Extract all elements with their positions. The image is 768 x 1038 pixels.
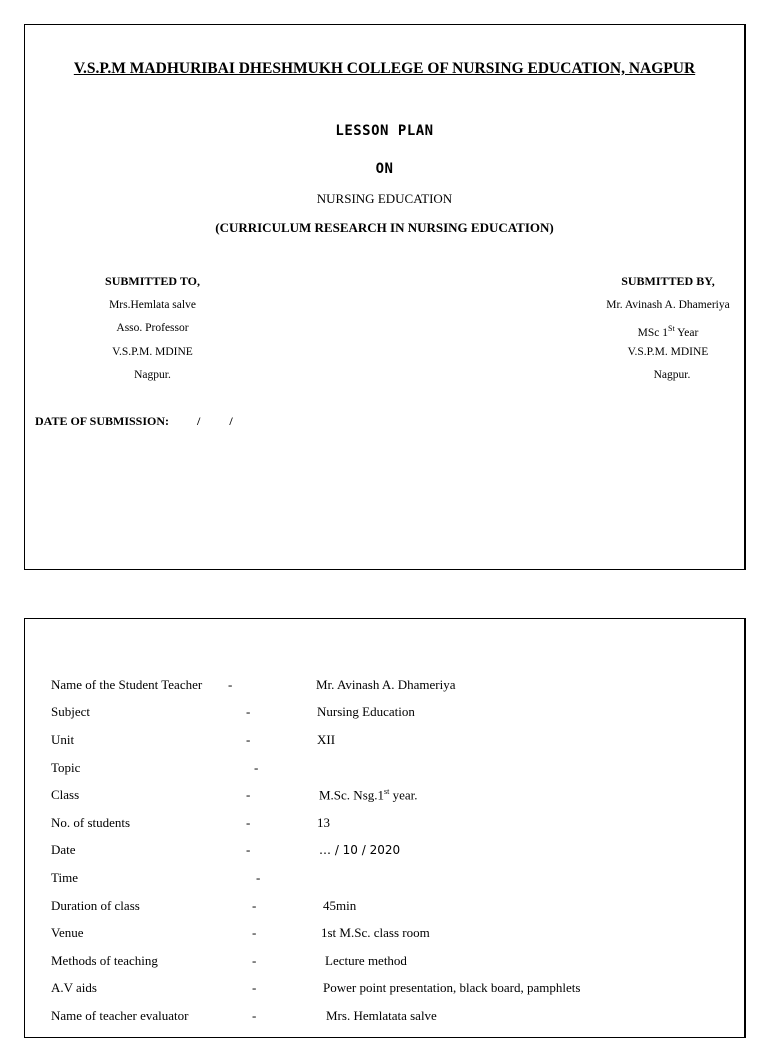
date-of-submission: [35, 414, 233, 429]
detail-separator: -: [246, 731, 251, 747]
submitted-to-institute: V.S.P.M. MDINE: [112, 345, 193, 358]
detail-label: Methods of teaching: [51, 952, 158, 968]
cover-page: [24, 24, 746, 570]
submitted-by-heading: SUBMITTED BY,: [621, 274, 715, 288]
detail-row: [45, 837, 580, 865]
submitted-to-designation: Asso. Professor: [116, 322, 189, 334]
detail-separator: -: [246, 787, 251, 803]
submitted-by-course: MSc 1St Year: [637, 324, 699, 339]
detail-label: Subject: [51, 704, 90, 720]
submitted-to-heading: SUBMITTED TO,: [105, 274, 200, 288]
detail-row: [45, 726, 580, 754]
detail-label: Class: [51, 787, 80, 803]
detail-value: Mrs. Hemlatata salve: [326, 1007, 437, 1023]
detail-separator: -: [252, 1007, 257, 1023]
date-slash: /: [197, 414, 201, 428]
submitted-to-city: Nagpur.: [134, 369, 171, 381]
detail-label: Topic: [51, 759, 81, 775]
detail-value: [316, 754, 580, 782]
detail-separator: -: [246, 814, 251, 830]
detail-row: [45, 699, 580, 727]
subject-title: NURSING EDUCATION: [316, 191, 453, 206]
detail-separator: -: [256, 869, 261, 885]
detail-separator: -: [246, 704, 251, 720]
detail-row: [45, 671, 580, 699]
detail-row: [45, 947, 580, 975]
details-page: [24, 618, 746, 1038]
detail-value: 1st M.Sc. class room: [321, 925, 430, 941]
detail-separator: -: [254, 759, 259, 775]
detail-label: Name of teacher evaluator: [51, 1007, 189, 1023]
detail-row: [45, 781, 580, 809]
submitted-to-block: [65, 270, 240, 388]
detail-row: [45, 919, 580, 947]
lesson-details-table: [45, 671, 580, 1030]
detail-value: Mr. Avinash A. Dhameriya: [316, 676, 456, 692]
college-name: V.S.P.M MADHURIBAI DHESHMUKH COLLEGE OF NURSING EDUCATION, NAGPUR: [73, 60, 696, 77]
detail-row: [45, 892, 580, 920]
detail-row: [45, 809, 580, 837]
detail-separator: -: [246, 842, 251, 858]
detail-value: Power point presentation, black board, pamphlets: [323, 980, 581, 996]
detail-value: M.Sc. Nsg.1st year.: [319, 787, 418, 803]
detail-value: 13: [317, 814, 330, 830]
detail-separator: -: [252, 925, 257, 941]
detail-value: 45min: [323, 897, 357, 913]
detail-value: Lecture method: [325, 952, 407, 968]
on-heading: ON: [375, 161, 394, 177]
detail-label: Duration of class: [51, 897, 140, 913]
lesson-plan-heading: LESSON PLAN: [335, 123, 434, 139]
detail-row: [45, 754, 580, 782]
detail-value: XII: [317, 731, 336, 747]
detail-row: [45, 975, 580, 1003]
detail-separator: -: [228, 676, 233, 692]
detail-label: Date: [51, 842, 76, 858]
detail-row: [45, 864, 580, 892]
submitted-by-name: Mr. Avinash A. Dhameriya: [606, 298, 730, 311]
detail-label: Time: [51, 869, 78, 885]
detail-value: Nursing Education: [317, 704, 415, 720]
detail-label: Venue: [51, 925, 84, 941]
submitted-to-name: Mrs.Hemlata salve: [109, 298, 196, 311]
date-slash: /: [229, 414, 233, 428]
detail-separator: -: [252, 897, 257, 913]
detail-label: No. of students: [51, 814, 131, 830]
detail-label: Name of the Student Teacher: [51, 676, 203, 692]
detail-value: … / 10 / 2020: [319, 843, 401, 858]
detail-separator: -: [252, 980, 257, 996]
detail-row: [45, 1002, 580, 1030]
date-label: DATE OF SUBMISSION:: [35, 414, 170, 428]
detail-label: A.V aids: [51, 980, 97, 996]
submitted-by-block: [578, 270, 758, 388]
detail-value: [316, 864, 580, 892]
detail-separator: -: [252, 952, 257, 968]
submitted-by-city: Nagpur.: [653, 369, 691, 381]
subject-subtitle: (CURRICULUM RESEARCH IN NURSING EDUCATION): [215, 220, 554, 235]
detail-label: Unit: [51, 731, 75, 747]
submitted-by-institute: V.S.P.M. MDINE: [627, 345, 709, 358]
